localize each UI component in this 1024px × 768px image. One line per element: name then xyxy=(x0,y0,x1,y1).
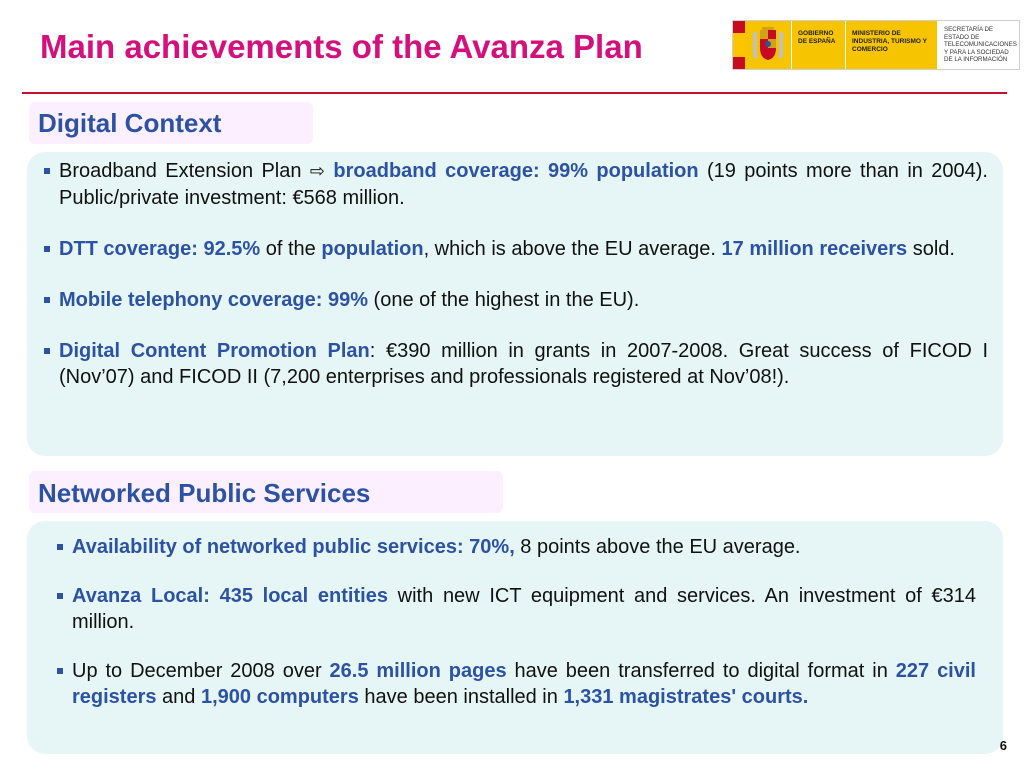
section-title-networked-services: Networked Public Services xyxy=(29,471,503,513)
section-title-digital-context: Digital Context xyxy=(29,102,313,144)
list-item: Broadband Extension Plan ⇨ broadband coverage: 99% population (19 points more than in 2004). Public/private investment: €568 million. xyxy=(44,158,988,211)
list-item: Up to December 2008 over 26.5 million pages have been transferred to digital format in 227 civil registers and 1,900 computers have been installed in 1,331 magistrates' courts. xyxy=(57,658,976,710)
list-item: DTT coverage: 92.5% of the population, which is above the EU average. 17 million receivers sold. xyxy=(44,236,988,262)
coat-of-arms-icon xyxy=(745,21,791,69)
government-logo xyxy=(732,20,1020,70)
list-item: Digital Content Promotion Plan: €390 million in grants in 2007-2008. Great success of FICOD I (Nov’07) and FICOD II (7,200 enterprises and professionals registered at Nov’08!). xyxy=(44,338,988,390)
bullet-icon xyxy=(44,348,50,354)
header-divider xyxy=(22,92,1007,94)
spain-flag-icon xyxy=(733,21,745,69)
ministry-label: MINISTERIO DE INDUSTRIA, TURISMO Y COMERCIO xyxy=(845,21,937,69)
networked-services-box xyxy=(27,521,1003,754)
list-item: Availability of networked public services: 70%, 8 points above the EU average. xyxy=(57,534,976,560)
list-item: Mobile telephony coverage: 99% (one of the highest in the EU). xyxy=(44,287,988,313)
bullet-icon xyxy=(44,297,50,303)
bullet-icon xyxy=(57,544,63,550)
bullet-icon xyxy=(44,246,50,252)
digital-context-box xyxy=(27,152,1003,456)
bullet-icon xyxy=(57,668,63,674)
gov-label: GOBIERNO DE ESPAÑA xyxy=(791,21,845,69)
bullet-icon xyxy=(44,168,50,174)
bullet-icon xyxy=(57,593,63,599)
arrow-right-icon: ⇨ xyxy=(309,161,325,182)
secretariat-label: SECRETARÍA DE ESTADO DE TELECOMUNICACIONES Y PARA LA SOCIEDAD DE LA INFORMACIÓN xyxy=(937,21,1019,69)
slide-title: Main achievements of the Avanza Plan xyxy=(40,28,643,65)
page-number: 6 xyxy=(999,738,1007,753)
list-item: Avanza Local: 435 local entities with new ICT equipment and services. An investment of €314 million. xyxy=(57,583,976,635)
